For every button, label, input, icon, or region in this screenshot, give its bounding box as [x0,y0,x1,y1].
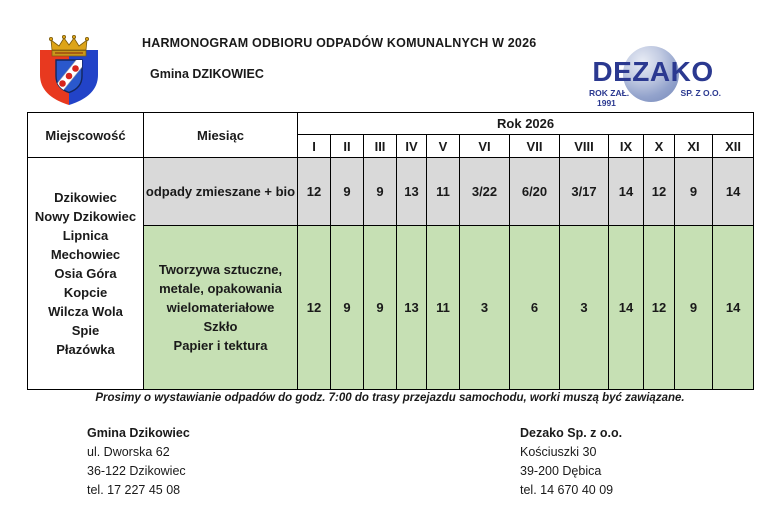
locality: Lipnica [62,228,109,243]
header-month: XI [675,135,713,158]
schedule-value: 14 [609,158,644,226]
logo-founded-label: ROK ZAŁ. [589,88,630,98]
locality: Nowy Dzikowiec [34,209,137,224]
header-month: V [427,135,460,158]
schedule-value: 11 [427,158,460,226]
schedule-value: 12 [644,158,675,226]
header-month: VIII [560,135,609,158]
schedule-value: 3/22 [460,158,510,226]
locality: Wilcza Wola [48,304,123,319]
contact-dezako [520,424,622,500]
contact-city: 39-200 Dębica [520,464,602,478]
schedule-value: 6 [510,226,560,390]
waste-type-mixed-bio: odpady zmieszane + bio [144,158,298,226]
waste-type-segregated: Tworzywa sztuczne, metale, opakowania wielomateriałowe Szkło Papier i tektura [144,226,298,390]
schedule-value: 14 [609,226,644,390]
schedule-value: 3 [460,226,510,390]
locality: Mechowiec [50,247,121,262]
instruction-note: Prosimy o wystawianie odpadów do godz. 7:00 do trasy przejazdu samochodu, worki muszą być zawiązane. [95,392,685,404]
schedule-value: 9 [331,226,364,390]
header-month: IX [609,135,644,158]
locality: Płazówka [56,342,115,357]
schedule-value: 14 [713,158,754,226]
header-month: IV [397,135,427,158]
locality: Osia Góra [54,266,117,281]
schedule-value: 14 [713,226,754,390]
schedule-value: 9 [675,226,713,390]
schedule-value: 9 [675,158,713,226]
schedule-value: 9 [331,158,364,226]
header-month: XII [713,135,754,158]
logo-founded-year: 1991 [597,98,616,108]
contact-gmina [87,424,190,500]
dzikowiec-coat-of-arms-icon [36,33,102,107]
localities-cell [28,158,144,390]
header-month: VI [460,135,510,158]
header-month: I [298,135,331,158]
contact-city: 36-122 Dzikowiec [87,464,186,478]
header-miejscowosc: Miejscowość [28,113,144,158]
locality: Spie [71,323,100,338]
contact-phone: tel. 14 670 40 09 [520,483,614,497]
contact-name: Dezako Sp. z o.o. [520,426,623,440]
header-month: II [331,135,364,158]
locality: Dzikowiec [54,190,117,205]
header-year: Rok 2026 [298,113,754,135]
locality: Kopcie [63,285,108,300]
schedule-value: 9 [364,158,397,226]
schedule-value: 13 [397,226,427,390]
schedule-value: 13 [397,158,427,226]
header-month: III [364,135,397,158]
schedule-value: 12 [298,158,331,226]
header-month: VII [510,135,560,158]
contact-street: ul. Dworska 62 [87,445,170,459]
logo-company-type: SP. Z O.O. [680,88,721,98]
collection-schedule-table [27,112,754,390]
contact-phone: tel. 17 227 45 08 [87,483,181,497]
contact-name: Gmina Dzikowiec [87,426,190,440]
schedule-value: 12 [298,226,331,390]
schedule-value: 6/20 [510,158,560,226]
dezako-logo [583,44,723,106]
schedule-value: 3 [560,226,609,390]
municipality-subtitle: Gmina DZIKOWIEC [150,67,264,81]
header-month: X [644,135,675,158]
schedule-value: 11 [427,226,460,390]
logo-wordmark: DEZAKO [592,56,714,87]
schedule-value: 9 [364,226,397,390]
schedule-value: 3/17 [560,158,609,226]
header-miesiac: Miesiąc [144,113,298,158]
contact-street: Kościuszki 30 [520,445,597,459]
page-title: HARMONOGRAM ODBIORU ODPADÓW KOMUNALNYCH W 2026 [142,36,537,50]
schedule-value: 12 [644,226,675,390]
